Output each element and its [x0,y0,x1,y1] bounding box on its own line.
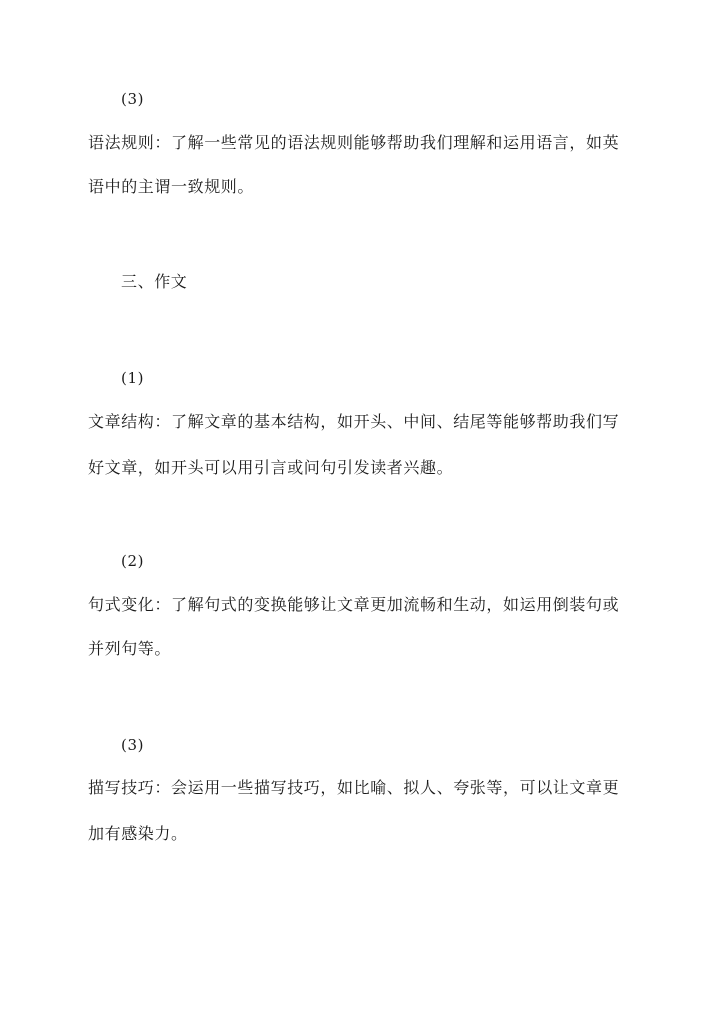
item-number: (2) [121,552,145,570]
item-number: (3) [121,90,145,108]
section-heading: 三、作文 [121,272,188,291]
paragraph-line: 语法规则：了解一些常见的语法规则能够帮助我们理解和运用语言，如英 [88,133,620,152]
paragraph-line: 文章结构：了解文章的基本结构，如开头、中间、结尾等能够帮助我们写 [88,412,620,431]
paragraph-line: 好文章，如开头可以用引言或问句引发读者兴趣。 [88,458,454,477]
paragraph-line: 描写技巧：会运用一些描写技巧，如比喻、拟人、夸张等，可以让文章更 [88,778,620,797]
item-number: (3) [121,736,145,754]
paragraph-line: 加有感染力。 [88,824,188,843]
item-number: (1) [121,369,145,387]
paragraph-line: 并列句等。 [88,639,172,658]
paragraph-line: 语中的主谓一致规则。 [88,177,255,196]
paragraph-line: 句式变化：了解句式的变换能够让文章更加流畅和生动，如运用倒装句或 [88,595,620,614]
